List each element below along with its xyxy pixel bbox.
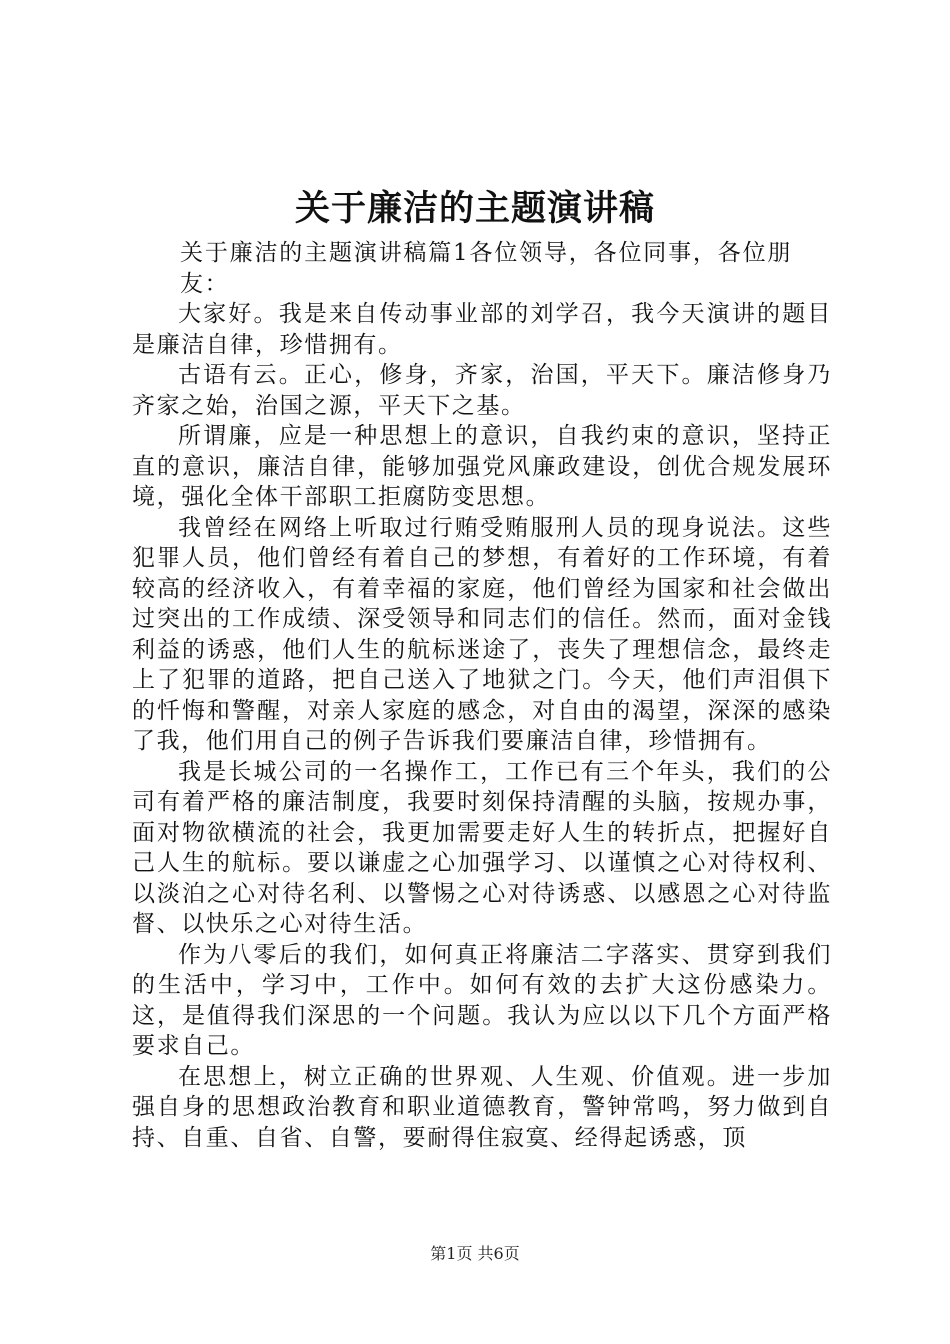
page-indicator: 第1页 共6页 [430,1244,520,1263]
document-body [132,238,832,1153]
paragraph-4: 所谓廉，应是一种思想上的意识，自我约束的意识，坚持正直的意识，廉洁自律，能够加强党风廉政建设，创优合规发展环境，强化全体干部职工拒腐防变思想。 [132,423,832,510]
paragraph-1: 关于廉洁的主题演讲稿篇1各位领导，各位同事，各位朋友： [180,240,792,297]
paragraph-7: 作为八零后的我们，如何真正将廉洁二字落实、贯穿到我们的生活中，学习中，工作中。如何有效的去扩大这份感染力。这，是值得我们深思的一个问题。我认为应以以下几个方面严格要求自己。 [132,941,832,1059]
paragraph-5: 我曾经在网络上听取过行贿受贿服刑人员的现身说法。这些犯罪人员，他们曾经有着自己的梦想，有着好的工作环境，有着较高的经济收入，有着幸福的家庭，他们曾经为国家和社会做出过突出的工作成绩、深受领导和同志们的信任。然而，面对金钱利益的诱惑，他们人生的航标迷途了，丧失了理想信念，最终走上了犯罪的道路，把自己送入了地狱之门。今天，他们声泪俱下的忏悔和警醒，对亲人家庭的感念，对自由的渴望，深深的感染了我，他们用自己的例子告诉我们要廉洁自律，珍惜拥有。 [132,514,832,754]
paragraph-8: 在思想上，树立正确的世界观、人生观、价值观。进一步加强自身的思想政治教育和职业道德教育，警钟常鸣，努力做到自持、自重、自省、自警，要耐得住寂寞、经得起诱惑，顶 [132,1063,832,1151]
paragraph-2: 大家好。我是来自传动事业部的刘学召，我今天演讲的题目是廉洁自律，珍惜拥有。 [132,301,832,358]
paragraph-6: 我是长城公司的一名操作工，工作已有三个年头，我们的公司有着严格的廉洁制度，我要时刻保持清醒的头脑，按规办事，面对物欲横流的社会，我更加需要走好人生的转折点，把握好自己人生的航标。要以谦虚之心加强学习、以谨慎之心对待权利、以淡泊之心对待名利、以警惕之心对待诱惑、以感恩之心对待监督、以快乐之心对待生活。 [132,758,832,937]
paragraph-3: 古语有云。正心，修身，齐家，治国，平天下。廉洁修身乃齐家之始，治国之源，平天下之基。 [132,362,832,419]
document-title: 关于廉洁的主题演讲稿 [294,188,655,229]
